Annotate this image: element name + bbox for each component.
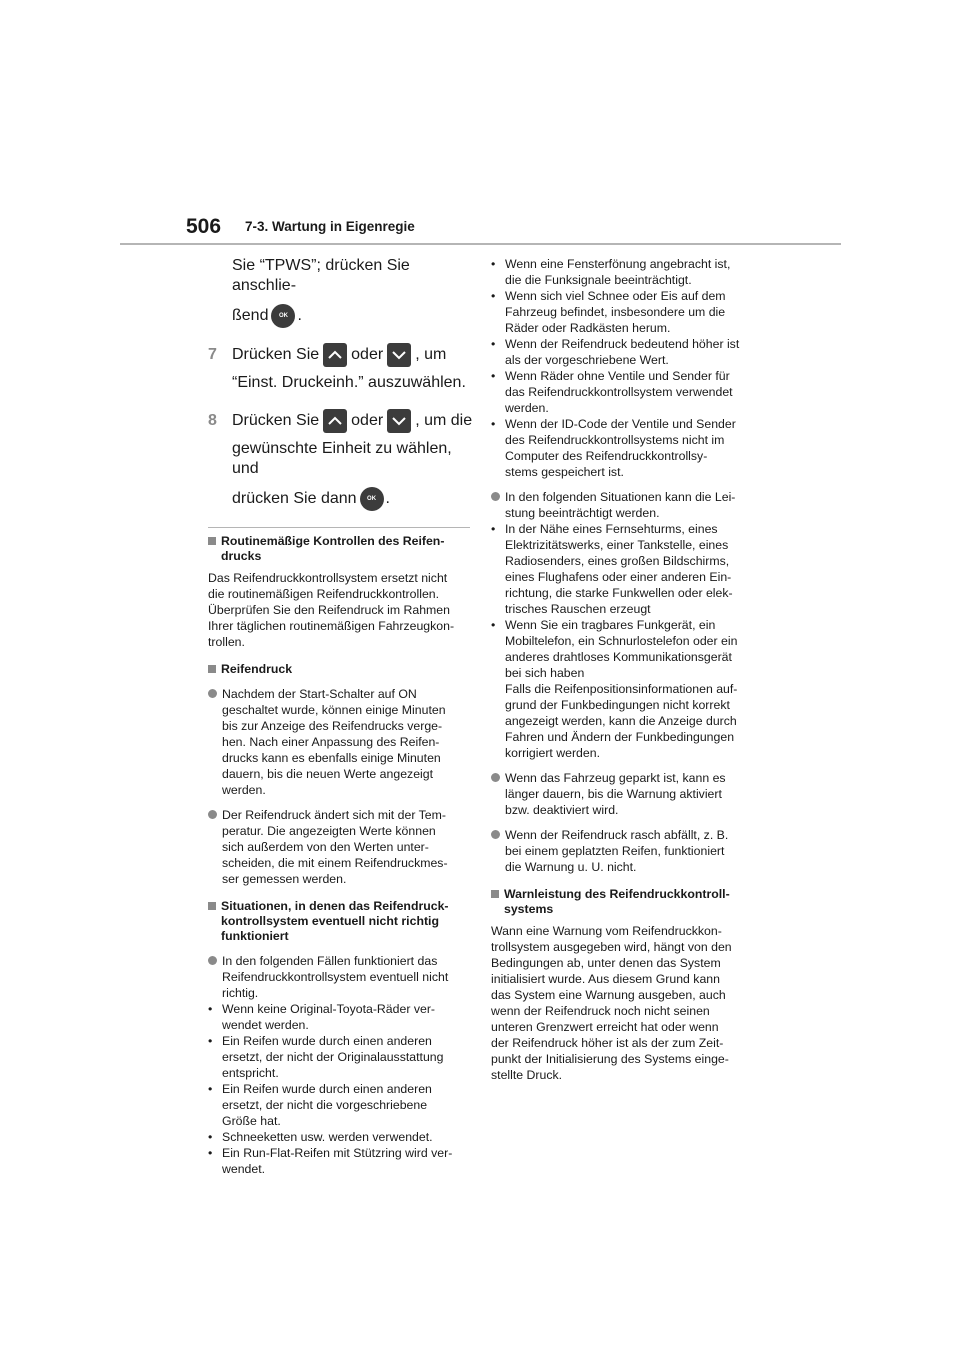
text-line: der Reifendruck höher ist als der zum Zeit- bbox=[491, 1036, 724, 1050]
text-line: peratur. Die angezeigten Werte können bbox=[222, 824, 436, 838]
text-line: Wann eine Warnung vom Reifendruckkon- bbox=[491, 924, 722, 938]
sub-item bbox=[208, 1129, 470, 1145]
text-line: die Warnung u. U. nicht. bbox=[505, 860, 637, 874]
text-line: Räder oder Radkästen herum. bbox=[505, 321, 671, 335]
text-line: Wenn das Fahrzeug geparkt ist, kann es bbox=[505, 771, 726, 785]
text-line: ser gemessen werden. bbox=[222, 872, 347, 886]
sub-bullet-icon: • bbox=[491, 369, 496, 383]
text-line: anderes drahtloses Kommunikationsgerät bbox=[505, 650, 732, 664]
text-line: die routinemäßigen Reifendruckkontrollen. bbox=[208, 587, 440, 601]
sub-item bbox=[208, 1001, 470, 1033]
down-arrow-button-icon bbox=[387, 343, 411, 367]
step-7-text: Drücken Sie bbox=[232, 346, 320, 363]
step-8-text-end: , um die bbox=[415, 412, 473, 429]
text-line: Ein Run-Flat-Reifen mit Stützring wird ver- bbox=[222, 1146, 453, 1160]
text-line: Nachdem der Start-Schalter auf ON bbox=[222, 687, 417, 701]
text-line: Computer des Reifendruckkontrollsy- bbox=[505, 449, 708, 463]
text-line: als der vorgeschriebene Wert. bbox=[505, 353, 669, 367]
text-line: ersetzt, der nicht der Originalausstattung bbox=[222, 1050, 444, 1064]
text-line: initialisiert wurde. Aus diesem Grund kann bbox=[491, 972, 720, 986]
text-line: bis zur Anzeige des Reifendrucks verge- bbox=[222, 719, 443, 733]
text-line: bei sich haben bbox=[505, 666, 585, 680]
step-8-text-2: gewünschte Einheit zu wählen, und bbox=[232, 440, 452, 477]
bullet-item bbox=[491, 489, 753, 521]
text-line: Wenn eine Fensterfönung angebracht ist, bbox=[505, 257, 731, 271]
text-line: In den folgenden Situationen kann die Lei- bbox=[505, 490, 736, 504]
section-divider bbox=[208, 527, 470, 528]
text-line: wendet. bbox=[222, 1162, 266, 1176]
heading-warning-performance bbox=[491, 887, 753, 917]
text-line: Größe hat. bbox=[222, 1114, 281, 1128]
heading-situations bbox=[208, 899, 470, 944]
text-line: Mobiltelefon, ein Schnurlostelefon oder ein bbox=[505, 634, 738, 648]
text-line: scheiden, die mit einem Reifendruckmes- bbox=[222, 856, 448, 870]
text-line: entspricht. bbox=[222, 1066, 279, 1080]
text-line: In den folgenden Fällen funktioniert das bbox=[222, 954, 438, 968]
sub-item bbox=[491, 617, 753, 681]
plain-paragraph bbox=[491, 681, 753, 761]
text-line: Das Reifendruckkontrollsystem ersetzt nicht bbox=[208, 571, 448, 585]
up-arrow-button-icon bbox=[323, 343, 347, 367]
text-line: Der Reifendruck ändert sich mit der Tem- bbox=[222, 808, 446, 822]
step-8 bbox=[208, 409, 473, 433]
sub-item bbox=[491, 256, 753, 288]
text-line: unteren Grenzwert erreicht hat oder wenn bbox=[491, 1020, 719, 1034]
section-title: 7-3. Wartung in Eigenregie bbox=[245, 219, 415, 234]
step-8-text-3: drücken Sie dann bbox=[232, 490, 357, 507]
bullet-item bbox=[208, 953, 470, 1001]
bullet-item bbox=[208, 807, 470, 887]
circle-bullet-icon bbox=[208, 956, 217, 965]
text-line: werden. bbox=[505, 401, 549, 415]
heading-tire-pressure-text: Reifendruck bbox=[221, 662, 293, 676]
circle-bullet-icon bbox=[208, 810, 217, 819]
text-line: Reifendruckkontrollsystem eventuell nicht bbox=[222, 970, 449, 984]
heading-tire-pressure bbox=[208, 662, 470, 677]
text-line: Warnleistung des Reifendruckkontroll- bbox=[504, 887, 730, 901]
sub-item bbox=[491, 336, 753, 368]
text-line: Wenn sich viel Schnee oder Eis auf dem bbox=[505, 289, 726, 303]
text-line: Wenn Räder ohne Ventile und Sender für bbox=[505, 369, 730, 383]
sub-item bbox=[491, 368, 753, 416]
text-line: trollen. bbox=[208, 635, 245, 649]
text-line: Fahrzeug befindet, insbesondere um die bbox=[505, 305, 726, 319]
text-line: Elektrizitätswerks, einer Tankstelle, eines bbox=[505, 538, 729, 552]
circle-bullet-icon bbox=[208, 689, 217, 698]
square-bullet-icon bbox=[208, 665, 216, 673]
page-number: 506 bbox=[186, 215, 222, 238]
text-line: korrigiert werden. bbox=[505, 746, 600, 760]
step-8-text: Drücken Sie bbox=[232, 412, 320, 429]
text-line: das System eine Warnung ausgeben, auch bbox=[491, 988, 726, 1002]
text-line: wenn der Reifendruck noch nicht seinen bbox=[491, 1004, 710, 1018]
text-line: das Reifendruckkontrollsystem verwendet bbox=[505, 385, 733, 399]
text-line: Ein Reifen wurde durch einen anderen bbox=[222, 1082, 432, 1096]
sub-bullet-icon: • bbox=[491, 417, 496, 431]
text-line: Wenn Sie ein tragbares Funkgerät, ein bbox=[505, 618, 716, 632]
sub-bullet-icon: • bbox=[208, 1146, 213, 1160]
circle-bullet-icon bbox=[491, 773, 500, 782]
text-line: Wenn keine Original-Toyota-Räder ver- bbox=[222, 1002, 436, 1016]
text-line: hen. Nach einer Anpassung des Reifen- bbox=[222, 735, 440, 749]
sub-item bbox=[208, 1145, 470, 1177]
step-8-line-3: drücken Sie dann OK . bbox=[208, 487, 470, 511]
sub-bullet-icon: • bbox=[208, 1130, 213, 1144]
text-line: systems bbox=[504, 902, 554, 916]
text-line: Situationen, in denen das Reifendruck- bbox=[221, 899, 449, 913]
intro-text-1: Sie “TPWS”; drücken Sie anschlie- bbox=[232, 257, 410, 294]
sub-item bbox=[491, 521, 753, 617]
sub-item bbox=[208, 1033, 470, 1081]
step-7 bbox=[208, 343, 470, 367]
left-column bbox=[208, 252, 473, 1177]
circle-bullet-icon bbox=[491, 830, 500, 839]
text-line: länger dauern, bis die Warnung aktiviert bbox=[505, 787, 722, 801]
text-line: In der Nähe eines Fernsehturms, eines bbox=[505, 522, 718, 536]
routine-checks-paragraph bbox=[208, 570, 470, 650]
text-line: des Reifendruckkontrollsystems nicht im bbox=[505, 433, 725, 447]
sub-bullet-icon: • bbox=[491, 289, 496, 303]
step-7-number: 7 bbox=[208, 346, 217, 363]
text-line: Ein Reifen wurde durch einen anderen bbox=[222, 1034, 432, 1048]
text-line: geschaltet wurde, können einige Minuten bbox=[222, 703, 446, 717]
sub-bullet-icon: • bbox=[208, 1002, 213, 1016]
sub-item bbox=[208, 1081, 470, 1129]
text-line: Wenn der Reifendruck rasch abfällt, z. B. bbox=[505, 828, 729, 842]
intro-line-2: ßend OK . bbox=[208, 304, 470, 328]
step-7-text-end: , um bbox=[415, 346, 447, 363]
sub-bullet-icon: • bbox=[208, 1082, 213, 1096]
text-line: punkt der Initialisierung des Systems einge- bbox=[491, 1052, 729, 1066]
text-line: trisches Rauschen erzeugt bbox=[505, 602, 651, 616]
text-line: bei einem geplatzten Reifen, funktioniert bbox=[505, 844, 725, 858]
intro-text-2: ßend bbox=[232, 307, 269, 324]
text-line: Schneeketten usw. werden verwendet. bbox=[222, 1130, 433, 1144]
ok-button-icon: OK bbox=[360, 487, 384, 511]
text-line: stung beeinträchtigt werden. bbox=[505, 506, 660, 520]
step-7-line-2 bbox=[208, 373, 470, 393]
text-line: Bedingungen ab, unter denen das System bbox=[491, 956, 721, 970]
square-bullet-icon bbox=[491, 890, 499, 898]
text-line: Überprüfen Sie den Reifendruck im Rahmen bbox=[208, 603, 450, 617]
text-line: Falls die Reifenpositionsinformationen auf- bbox=[505, 682, 738, 696]
text-line: sich außerdem von den Werten unter- bbox=[222, 840, 429, 854]
text-line: werden. bbox=[222, 783, 266, 797]
text-line: richtig. bbox=[222, 986, 259, 1000]
text-line: bzw. deaktiviert wird. bbox=[505, 803, 619, 817]
text-line: dauern, bis die neuen Werte angezeigt bbox=[222, 767, 434, 781]
step-7-text-2: “Einst. Druckeinh.” auszuwählen. bbox=[232, 374, 466, 391]
text-line: Wenn der ID-Code der Ventile und Sender bbox=[505, 417, 736, 431]
right-column bbox=[491, 256, 753, 1083]
text-line: trollsystem ausgegeben wird, hängt von den bbox=[491, 940, 732, 954]
intro-line-1 bbox=[208, 256, 470, 296]
text-line: kontrollsystem eventuell nicht richtig bbox=[221, 914, 439, 928]
text-line: die die Funksignale beeinträchtigt. bbox=[505, 273, 692, 287]
step-8-line-2 bbox=[208, 439, 470, 479]
square-bullet-icon bbox=[208, 902, 216, 910]
text-line: richtung, die starke Funkwellen oder elek- bbox=[505, 586, 733, 600]
step-8-or: oder bbox=[351, 412, 384, 429]
sub-item bbox=[491, 416, 753, 480]
text-line: stems gespeichert ist. bbox=[505, 465, 624, 479]
sub-bullet-icon: • bbox=[208, 1034, 213, 1048]
text-line: Radiosenders, eines großen Bildschirms, bbox=[505, 554, 730, 568]
down-arrow-button-icon bbox=[387, 409, 411, 433]
text-line: Ihrer täglichen routinemäßigen Fahrzeugkon- bbox=[208, 619, 455, 633]
text-line: ersetzt, der nicht die vorgeschriebene bbox=[222, 1098, 428, 1112]
heading-routine-checks bbox=[208, 534, 470, 564]
heading-routine-checks-text: Routinemäßige Kontrollen des Reifen- drucks bbox=[221, 534, 445, 563]
square-bullet-icon bbox=[208, 537, 216, 545]
up-arrow-button-icon bbox=[323, 409, 347, 433]
text-line: Fahren und Ändern der Funkbedingungen bbox=[505, 730, 735, 744]
sub-bullet-icon: • bbox=[491, 618, 496, 632]
bullet-item bbox=[491, 770, 753, 818]
text-line: wendet werden. bbox=[222, 1018, 309, 1032]
bullet-item bbox=[208, 686, 470, 798]
sub-bullet-icon: • bbox=[491, 337, 496, 351]
sub-item bbox=[491, 288, 753, 336]
text-line: funktioniert bbox=[221, 929, 289, 943]
step-7-or: oder bbox=[351, 346, 384, 363]
sub-bullet-icon: • bbox=[491, 522, 496, 536]
step-8-number: 8 bbox=[208, 412, 217, 429]
warning-performance-paragraph bbox=[491, 923, 753, 1083]
circle-bullet-icon bbox=[491, 492, 500, 501]
header-divider bbox=[120, 243, 841, 245]
sub-bullet-icon: • bbox=[491, 257, 496, 271]
text-line: eines Flughafens oder einer anderen Ein- bbox=[505, 570, 732, 584]
text-line: angezeigt werden, kann die Anzeige durch bbox=[505, 714, 737, 728]
text-line: stellte Druck. bbox=[491, 1068, 563, 1082]
text-line: grund der Funkbedingungen nicht korrekt bbox=[505, 698, 730, 712]
text-line: Wenn der Reifendruck bedeutend höher ist bbox=[505, 337, 740, 351]
ok-button-icon: OK bbox=[271, 304, 295, 328]
text-line: drucks kann es ebenfalls einige Minuten bbox=[222, 751, 441, 765]
bullet-item bbox=[491, 827, 753, 875]
